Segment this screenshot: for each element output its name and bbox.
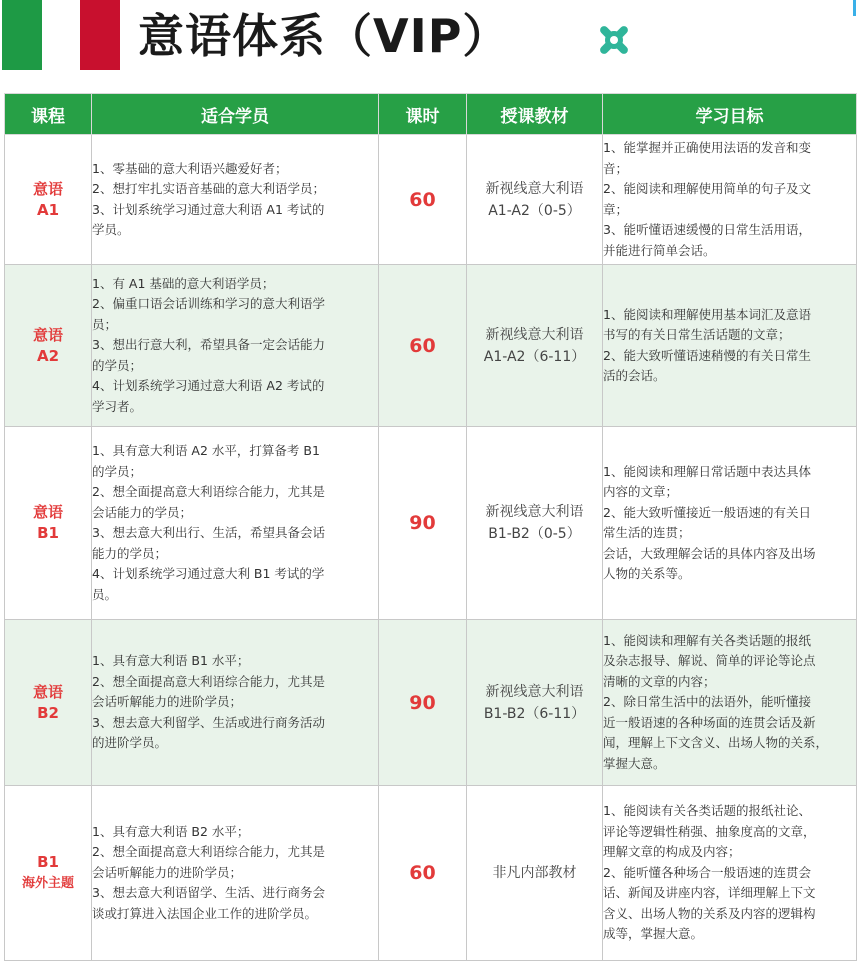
textbook-line: 新视线意大利语 xyxy=(485,180,584,197)
goals-line: 书写的有关日常生活话题的文章； xyxy=(603,327,791,342)
cell-audience xyxy=(92,786,379,961)
cell-goals xyxy=(603,620,857,786)
table-header-row xyxy=(5,94,857,135)
audience-line: 1、具有意大利语 B2 水平； xyxy=(92,823,250,839)
table-row xyxy=(5,427,857,620)
audience-line: 会话听解能力的进阶学员； xyxy=(92,694,243,710)
table-row xyxy=(5,786,857,961)
course-line: A1 xyxy=(36,200,60,219)
goals-line: 人物的关系等。 xyxy=(603,566,691,581)
audience-line: 3、想出行意大利，希望具备一定会话能力 xyxy=(92,337,325,353)
flag-white-stripe xyxy=(42,0,80,70)
italian-flag xyxy=(2,0,120,70)
audience-line: 1、具有意大利语 A2 水平，打算备考 B1 xyxy=(92,443,320,458)
goals-line: 1、能阅读和理解日常话题中表达具体 xyxy=(603,463,811,479)
textbook-line: B1-B2（0-5） xyxy=(488,526,581,542)
cell-textbook xyxy=(467,265,603,427)
goals-line: 1、能掌握并正确使用法语的发音和变 xyxy=(603,140,811,155)
goals-line: 闻，理解上下文含义、出场人物的关系， xyxy=(603,735,829,751)
flag-green-stripe xyxy=(2,0,42,70)
goals-line: 2、能听懂各种场合一般语速的连贯会 xyxy=(603,864,811,880)
goals-line: 清晰的文章的内容； xyxy=(603,673,716,689)
table-row xyxy=(5,620,857,786)
goals-line: 2、除日常生活中的法语外，能听懂接 xyxy=(603,694,811,710)
goals-line: 评论等逻辑性稍强、抽象度高的文章， xyxy=(603,823,816,839)
course-line: A2 xyxy=(36,346,60,365)
audience-line: 员。 xyxy=(92,586,118,602)
cell-textbook xyxy=(467,135,603,265)
cell-textbook xyxy=(467,786,603,961)
cell-course xyxy=(5,620,92,786)
cell-audience xyxy=(92,135,379,265)
goals-line: 音； xyxy=(603,160,629,176)
audience-line: 3、想去意大利出行、生活，希望具备会话 xyxy=(92,525,325,540)
goals-line: 2、能大致听懂接近一般语速的有关日 xyxy=(603,504,811,520)
goals-line: 话、新闻及讲座内容，详细理解上下文 xyxy=(603,885,816,901)
table-row xyxy=(5,265,857,427)
goals-line: 近一般语速的各种场面的连贯会话及新 xyxy=(603,714,816,730)
audience-line: 3、想去意大利留学、生活或进行商务活动 xyxy=(92,714,325,730)
brand-logo-icon xyxy=(590,16,638,64)
audience-line: 2、想全面提高意大利语综合能力，尤其是 xyxy=(92,484,325,499)
goals-line: 内容的文章； xyxy=(603,484,679,499)
goals-line: 含义、出场人物的关系及内容的逻辑构 xyxy=(603,905,816,921)
course-line: B1 xyxy=(37,853,59,871)
audience-line: 3、想去意大利语留学、生活、进行商务会 xyxy=(92,885,325,901)
table-row xyxy=(5,135,857,265)
cell-hours: 60 xyxy=(379,135,467,265)
textbook-line: A1-A2（6-11） xyxy=(483,348,586,365)
textbook-line: B1-B2（6-11） xyxy=(483,705,586,722)
goals-line: 活的会话。 xyxy=(603,368,666,383)
course-line: 意语 xyxy=(32,325,63,344)
goals-line: 常生活的连贯； xyxy=(603,525,691,540)
course-line: 海外主题 xyxy=(21,876,74,891)
audience-line: 4、计划系统学习通过意大利 B1 考试的学 xyxy=(92,566,325,581)
audience-line: 学员。 xyxy=(92,222,130,237)
audience-line: 2、偏重口语会话训练和学习的意大利语学 xyxy=(92,296,325,312)
cell-course xyxy=(5,786,92,961)
cell-hours: 60 xyxy=(379,786,467,961)
cell-audience xyxy=(92,427,379,620)
audience-line: 1、具有意大利语 B1 水平； xyxy=(92,653,250,669)
cell-course xyxy=(5,135,92,265)
cell-goals xyxy=(603,135,857,265)
col-header-course: 课程 xyxy=(5,94,92,135)
textbook-line: 新视线意大利语 xyxy=(485,683,584,700)
audience-line: 1、零基础的意大利语兴趣爱好者； xyxy=(92,160,288,176)
cell-goals xyxy=(603,427,857,620)
audience-line: 3、计划系统学习通过意大利语 A1 考试的 xyxy=(92,201,325,217)
audience-line: 的进阶学员。 xyxy=(92,735,168,751)
cell-textbook xyxy=(467,427,603,620)
page-title: 意语体系（VIP） xyxy=(138,9,510,63)
audience-line: 员； xyxy=(92,316,118,332)
goals-line: 2、能大致听懂语速稍慢的有关日常生 xyxy=(603,347,811,363)
goals-line: 2、能阅读和理解使用简单的句子及文 xyxy=(603,181,811,196)
cell-audience xyxy=(92,620,379,786)
goals-line: 1、能阅读有关各类话题的报纸社论、 xyxy=(603,803,811,819)
audience-line: 会话听解能力的进阶学员； xyxy=(92,864,243,880)
goals-line: 1、能阅读和理解使用基本词汇及意语 xyxy=(603,306,811,322)
goals-line: 会话，大致理解会话的具体内容及出场 xyxy=(603,545,816,561)
cell-goals xyxy=(603,786,857,961)
cell-hours: 60 xyxy=(379,265,467,427)
course-table xyxy=(4,93,857,961)
textbook-line: 新视线意大利语 xyxy=(485,504,584,520)
goals-line: 1、能阅读和理解有关各类话题的报纸 xyxy=(603,632,811,648)
audience-line: 2、想全面提高意大利语综合能力，尤其是 xyxy=(92,844,325,860)
audience-line: 会话能力的学员； xyxy=(92,504,193,520)
goals-line: 成等，掌握大意。 xyxy=(603,926,704,942)
audience-line: 能力的学员； xyxy=(92,545,168,561)
audience-line: 学习者。 xyxy=(92,398,143,414)
corner-marker xyxy=(853,0,856,16)
cell-hours: 90 xyxy=(379,620,467,786)
audience-line: 2、想打牢扎实语音基础的意大利语学员； xyxy=(92,181,325,196)
goals-line: 及杂志报导、解说、简单的评论等论点 xyxy=(603,653,816,669)
course-line: 意语 xyxy=(32,179,63,198)
textbook-line: 非凡内部教材 xyxy=(492,865,577,881)
audience-line: 1、有 A1 基础的意大利语学员； xyxy=(92,275,275,291)
audience-line: 谈或打算进入法国企业工作的进阶学员。 xyxy=(92,905,318,921)
goals-line: 章； xyxy=(603,201,629,217)
textbook-line: A1-A2（0-5） xyxy=(488,202,581,219)
audience-line: 4、计划系统学习通过意大利语 A2 考试的 xyxy=(92,378,325,394)
course-line: 意语 xyxy=(32,503,63,521)
audience-line: 2、想全面提高意大利语综合能力，尤其是 xyxy=(92,673,325,689)
cell-goals xyxy=(603,265,857,427)
cell-audience xyxy=(92,265,379,427)
goals-line: 并能进行简单会话。 xyxy=(603,242,716,258)
flag-red-stripe xyxy=(80,0,120,70)
audience-line: 的学员； xyxy=(92,357,143,373)
cell-textbook xyxy=(467,620,603,786)
col-header-hours: 课时 xyxy=(379,94,467,135)
course-line: B2 xyxy=(37,703,59,722)
textbook-line: 新视线意大利语 xyxy=(485,326,584,343)
audience-line: 的学员； xyxy=(92,463,143,479)
col-header-goals: 学习目标 xyxy=(603,94,857,135)
goals-line: 3、能听懂语速缓慢的日常生活用语， xyxy=(603,222,811,237)
col-header-textbook: 授课教材 xyxy=(467,94,603,135)
course-line: 意语 xyxy=(32,682,63,701)
col-header-audience: 适合学员 xyxy=(92,94,379,135)
cell-course xyxy=(5,427,92,620)
goals-line: 掌握大意。 xyxy=(603,755,666,771)
cell-course xyxy=(5,265,92,427)
course-line: B1 xyxy=(37,524,59,542)
cell-hours: 90 xyxy=(379,427,467,620)
goals-line: 理解文章的构成及内容； xyxy=(603,844,741,860)
